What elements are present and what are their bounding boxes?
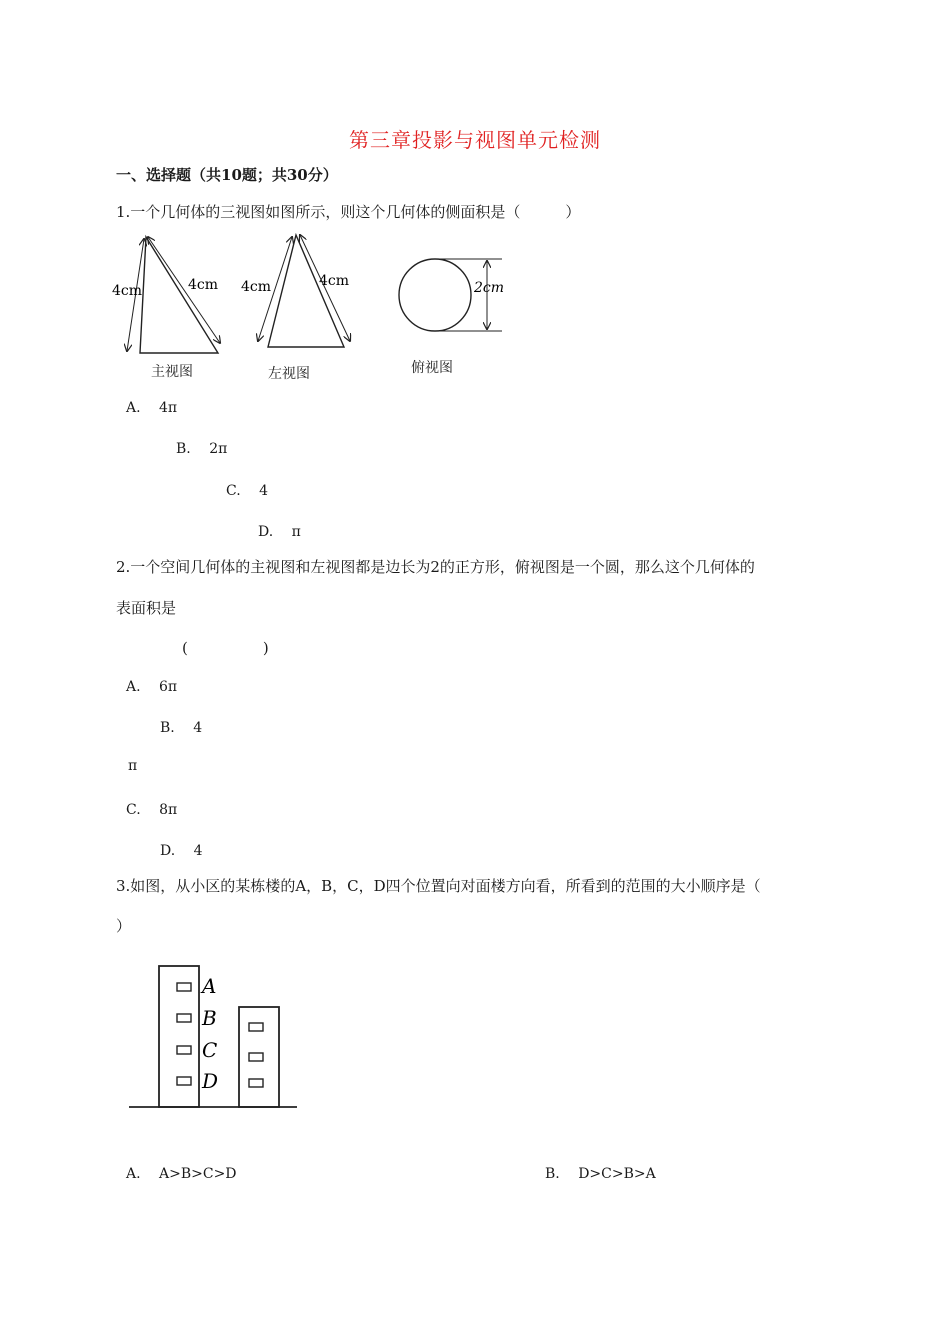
side-right-length: 4cm [319,273,350,289]
page-title: 第三章投影与视图单元检测 [349,128,601,152]
position-label-c: C [202,1038,218,1062]
front-left-length: 4cm [112,283,143,299]
side-left-length: 4cm [241,279,272,295]
question-2-answer-blank: ( ) [182,639,269,657]
question-2-option-d[interactable]: D. 4 [160,843,203,859]
side-view-triangle [258,235,350,347]
question-1-text: 1.一个几何体的三视图如图所示，则这个几何体的侧面积是（ ） [116,203,581,221]
question-1-option-b[interactable]: B. 2π [176,441,228,457]
question-3-option-a[interactable]: A. A>B>C>D [126,1166,237,1182]
question-2-option-a[interactable]: A. 6π [126,679,178,695]
front-view-label: 主视图 [151,364,193,380]
top-view-label: 俯视图 [411,360,453,376]
position-label-d: D [202,1069,219,1093]
question-2-text-line2: 表面积是 [116,599,177,617]
question-2-option-b[interactable]: B. 4 [160,720,203,736]
position-label-a: A [202,974,217,998]
question-1-option-c[interactable]: C. 4 [226,483,269,499]
question-3-text-line1: 3.如图，从小区的某栋楼的A，B，C，D四个位置向对面楼方向看，所看到的范围的大小顺序是（ [116,877,761,895]
front-right-length: 4cm [188,277,219,293]
question-2-option-c[interactable]: C. 8π [126,802,178,818]
question-1-option-a[interactable]: A. 4π [126,400,178,416]
side-view-label: 左视图 [268,366,310,382]
question-3-option-b[interactable]: B. D>C>B>A [545,1166,656,1182]
question-1-option-d[interactable]: D. π [258,524,301,540]
window-c [177,1046,191,1054]
question-3-text-line2: ） [116,917,132,935]
question-3-figure [125,958,305,1114]
short-building [239,1007,279,1107]
top-diameter: 2cm [474,280,505,296]
window-b [177,1014,191,1022]
section-heading: 一、选择题（共10题；共30分） [116,166,338,184]
window-d [177,1077,191,1085]
question-2-option-b-continued: π [128,758,138,774]
position-label-b: B [202,1006,217,1030]
question-2-text-line1: 2.一个空间几何体的主视图和左视图都是边长为2的正方形，俯视图是一个圆，那么这个几何体的 [116,558,755,576]
tall-building [159,966,199,1107]
window-a [177,983,191,991]
